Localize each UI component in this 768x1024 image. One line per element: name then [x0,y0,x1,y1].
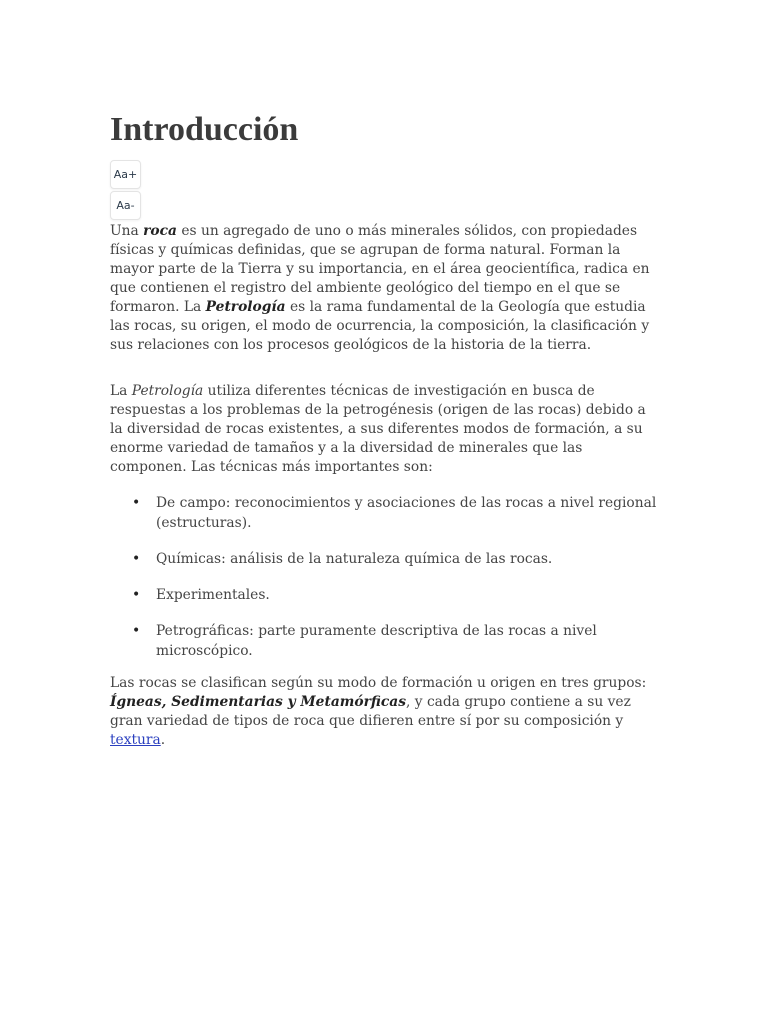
list-item [132,549,658,569]
bullet-icon: • [132,623,141,639]
techniques-text-1: La [110,383,132,399]
font-size-controls [110,160,658,220]
term-roca: roca [143,223,177,239]
classification-paragraph [110,674,658,750]
term-petrologia-italic: Petrología [131,383,204,399]
intro-text-1: Una [110,223,144,239]
list-item [132,585,658,605]
term-rock-groups: Ígneas, Sedimentarias y Metamórficas [110,694,406,710]
techniques-text-2: utiliza diferentes técnicas de investigación en busca de respuestas a los problemas de la petrogénesis (origen de las rocas) debido a la diversidad de rocas existentes, a sus diferentes modos de formación, a su enorme variedad de tamaños y a la diversidad de minerales que las componen. Las técnicas más importantes son: [110,383,646,475]
technique-text: De campo: reconocimientos y asociaciones de las rocas a nivel regional (estructuras). [156,495,657,531]
page-title: Introducción [110,111,299,148]
classification-text-2: , y cada grupo contiene a su vez gran variedad de tipos de roca que difieren entre sí por su composición y [110,694,631,729]
technique-text: Químicas: análisis de la naturaleza química de las rocas. [156,551,553,567]
intro-text-2: es un agregado de uno o más minerales sólidos, con propiedades físicas y químicas definidas, que se agrupan de forma natural. Forman la mayor parte de la Tierra y su importancia, en el área geocientífica, radica en que contienen el registro del ambiente geológico del tiempo en el que se formaron. La [110,223,650,315]
bullet-icon: • [132,551,141,567]
list-item [132,493,658,533]
classification-text-3: . [160,732,166,748]
increase-font-button[interactable]: Aa+ [110,160,141,189]
techniques-list [110,493,658,661]
bullet-icon: • [132,495,141,511]
classification-text-1: Las rocas se clasifican según su modo de formación u origen en tres grupos: [110,675,647,691]
article [110,108,658,750]
term-petrologia: Petrología [205,299,286,315]
decrease-font-button[interactable]: Aa- [110,191,141,220]
techniques-paragraph [110,382,658,477]
technique-text: Petrográficas: parte puramente descriptiva de las rocas a nivel microscópico. [156,623,597,659]
technique-text: Experimentales. [156,587,270,603]
intro-paragraph [110,222,658,355]
intro-text-3: es la rama fundamental de la Geología que estudia las rocas, su origen, el modo de ocurrencia, la composición, la clasificación y sus relaciones con los procesos geológicos de la historia de la tierra. [110,299,650,353]
textura-link[interactable]: textura [110,732,161,748]
bullet-icon: • [132,587,141,603]
list-item [132,621,658,661]
